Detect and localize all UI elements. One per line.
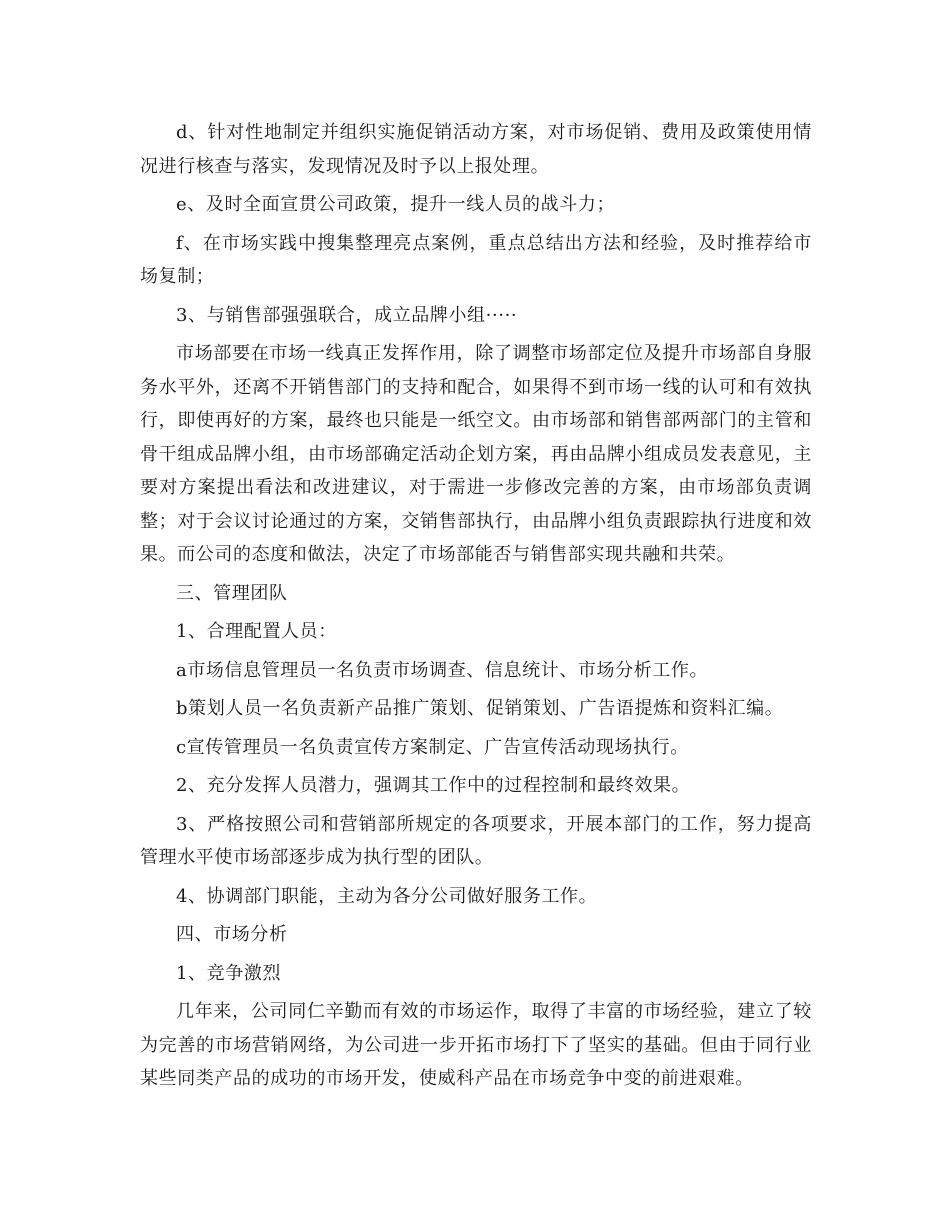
paragraph-staff-a: a市场信息管理员一名负责市场调查、信息统计、市场分析工作。: [176, 659, 709, 681]
paragraph-item-e: e、及时全面宣贯公司政策，提升一线人员的战斗力；: [176, 194, 616, 215]
paragraph-staff-config: 1、合理配置人员：: [176, 621, 337, 642]
paragraph-competition-body: 几年来，公司同仁辛勤而有效的市场运作，取得了丰富的市场经验，建立了较为完善的市场营销网络，为公司进一步开拓市场打下了坚实的基础。但由于同行业某些同类产品的成功的市场开发，使威科产品在市场竞争中变的前进艰难。: [140, 1001, 812, 1089]
section-heading-market-analysis: 四、市场分析: [176, 924, 288, 945]
paragraph-item-f: f、在市场实践中搜集整理亮点案例，重点总结出方法和经验，及时推荐给市场复制；: [140, 232, 812, 287]
document-body: [140, 116, 812, 1101]
paragraph-staff-b: b策划人员一名负责新产品推广策划、促销策划、广告语提炼和资料汇编。: [176, 698, 784, 719]
paragraph-team-4: 4、协调部门职能，主动为各分公司做好服务工作。: [176, 885, 598, 907]
paragraph-brand-group-body: 市场部要在市场一线真正发挥作用，除了调整市场部定位及提升市场部自身服务水平外，还离不开销售部门的支持和配合，如果得不到市场一线的认可和有效执行，即使再好的方案，最终也只能是一纸空文。由市场部和销售部两部门的主管和骨干组成品牌小组，由市场部确定活动企划方案，再由品牌小组成员发表意见，主要对方案提出看法和改进建议，对于需进一步修改完善的方案，由市场部负责调整；对于会议讨论通过的方案，交销售部执行，由品牌小组负责跟踪执行进度和效果。而公司的态度和做法，决定了市场部能否与销售部实现共融和共荣。: [140, 343, 812, 565]
paragraph-team-3: 3、严格按照公司和营销部所规定的各项要求，开展本部门的工作，努力提高管理水平使市场部逐步成为执行型的团队。: [140, 813, 812, 868]
paragraph-staff-c: c宣传管理员一名负责宣传方案制定、广告宣传活动现场执行。: [176, 736, 689, 758]
paragraph-team-2: 2、充分发挥人员潜力，强调其工作中的过程控制和最终效果。: [176, 775, 691, 796]
paragraph-heading-brand-group: 3、与销售部强强联合，成立品牌小组·····: [176, 304, 518, 326]
paragraph-competition-heading: 1、竞争激烈: [176, 962, 282, 984]
section-heading-team: 三、管理团队: [176, 582, 288, 604]
paragraph-item-d: d、针对性地制定并组织实施促销活动方案，对市场促销、费用及政策使用情况进行核查与落实，发现情况及时予以上报处理。: [140, 122, 812, 177]
